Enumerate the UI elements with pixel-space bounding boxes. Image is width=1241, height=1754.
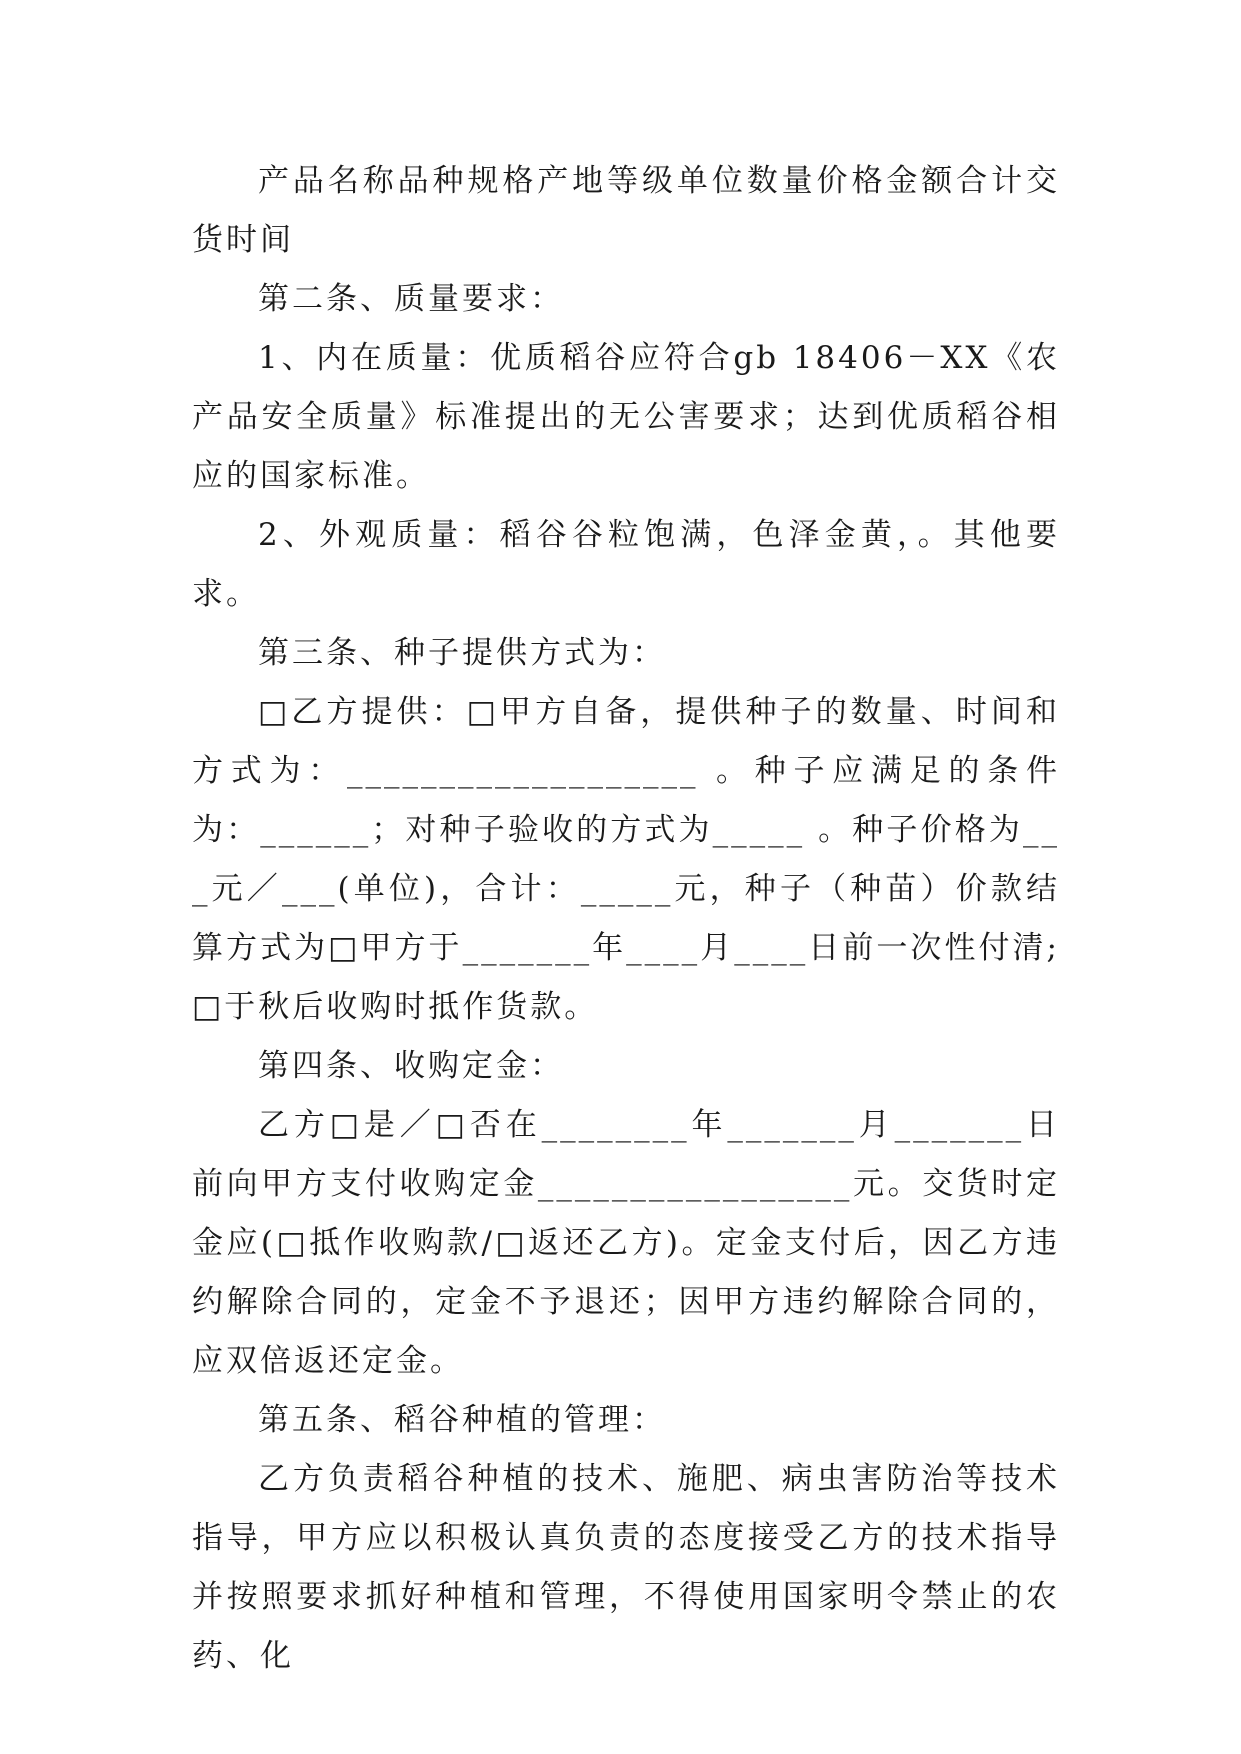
paragraph-intrinsic-quality: 1、内在质量：优质稻谷应符合gb 18406－XX《农产品安全质量》标准提出的无公害要求；达到优质稻谷相应的国家标准。 xyxy=(192,340,1060,494)
heading-article-3-seed-supply: 第三条、种子提供方式为： xyxy=(258,635,666,671)
paragraph-deposit-terms: 乙方□是／□否在________年_______月_______日前向甲方支付收购定金_________________元。交货时定金应(□抵作收购款/□返还乙方)。定金支付后，因乙方违约解除合同的，定金不予退还；因甲方违约解除合同的，应双倍返还定金。 xyxy=(192,1107,1060,1379)
heading-article-5-management: 第五条、稻谷种植的管理： xyxy=(258,1402,666,1438)
heading-article-2-quality: 第二条、质量要求： xyxy=(258,281,564,317)
paragraph-seed-supply-terms: □乙方提供：□甲方自备，提供种子的数量、时间和方式为：___________________ 。种子应满足的条件为：______；对种子验收的方式为_____ 。种子价格为___元／___(单位)，合计：_____元，种子（种苗）价款结算方式为□甲方于_______年____月____日前一次性付清;□于秋后收购时抵作货款。 xyxy=(192,694,1060,1025)
document-body xyxy=(192,152,1060,1686)
paragraph-product-columns: 产品名称品种规格产地等级单位数量价格金额合计交货时间 xyxy=(192,163,1060,258)
paragraph-management-terms: 乙方负责稻谷种植的技术、施肥、病虫害防治等技术指导，甲方应以积极认真负责的态度接受乙方的技术指导并按照要求抓好种植和管理，不得使用国家明令禁止的农药、化 xyxy=(192,1461,1060,1674)
heading-article-4-deposit: 第四条、收购定金： xyxy=(258,1048,564,1084)
paragraph-appearance-quality: 2、外观质量：稻谷谷粒饱满，色泽金黄，。其他要求。 xyxy=(192,517,1060,612)
